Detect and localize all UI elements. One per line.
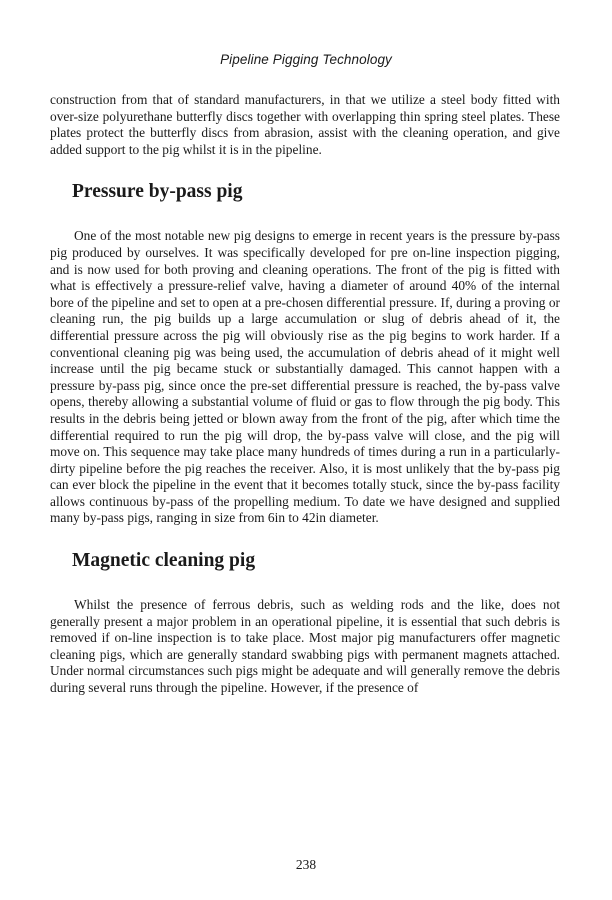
pressure-bypass-pig-paragraph: One of the most notable new pig designs to emerge in recent years is the pressure by-pass pig produced by ourselves. It was specifically developed for pre on-line inspection pigging, and is now used for both proving and cleaning operations. The front of the pig is fitted with what is effectively a pressure-relief valve, having a diameter of around 40% of the internal bore of the pipeline and set to open at a pre-chosen differential pressure. If, during a proving or cleaning run, the pig builds up a large accumulation or slug of debris ahead of it, the differential pressure across the pig will obviously rise as the pig begins to work harder. If a conventional cleaning pig was being used, the accumulation of debris ahead of it might well increase until the pig became stuck or substantially damaged. This cannot happen with a pressure by-pass pig, since once the pre-set differential pressure is reached, the by-pass valve opens, thereby allowing a substantial volume of fluid or gas to flow through the pig body. This results in the debris being jetted or blown away from the front of the pig, after which time the differential required to run the pig will drop, the by-pass valve will close, and the pig will move on. This sequence may take place many hundreds of times during a run in a particularly-dirty pipeline before the pig reaches the receiver. Also, it is most unlikely that the by-pass pig can ever block the pipeline in the event that it becomes totally stuck, since the by-pass facility allows continuous by-pass of the propelling medium. To date we have designed and supplied many by-pass pigs, ranging in size from 6in to 42in diameter. xyxy=(50,228,560,526)
magnetic-cleaning-pig-paragraph: Whilst the presence of ferrous debris, such as welding rods and the like, does not generally present a major problem in an operational pipeline, it is essential that such debris is removed if on-line inspection is to take place. Most major pig manufacturers offer magnetic cleaning pigs, which are generally standard swabbing pigs with permanent magnets attached. Under normal circumstances such pigs might be adequate and will generally remove the debris during several runs through the pipeline. However, if the presence of xyxy=(50,597,560,696)
page-body xyxy=(50,92,560,697)
continuation-paragraph: construction from that of standard manufacturers, in that we utilize a steel body fitted with over-size polyurethane butterfly discs together with overlapping thin spring steel plates. These plates protect the butterfly discs from abrasion, assist with the cleaning operation, and give added support to the pig whilst it is in the pipeline. xyxy=(50,92,560,157)
running-head-title: Pipeline Pigging Technology xyxy=(220,52,392,67)
section-heading-pressure-bypass-pig: Pressure by-pass pig xyxy=(72,181,243,203)
page-number: 238 xyxy=(295,857,317,872)
section-heading-magnetic-cleaning-pig: Magnetic cleaning pig xyxy=(72,550,256,572)
